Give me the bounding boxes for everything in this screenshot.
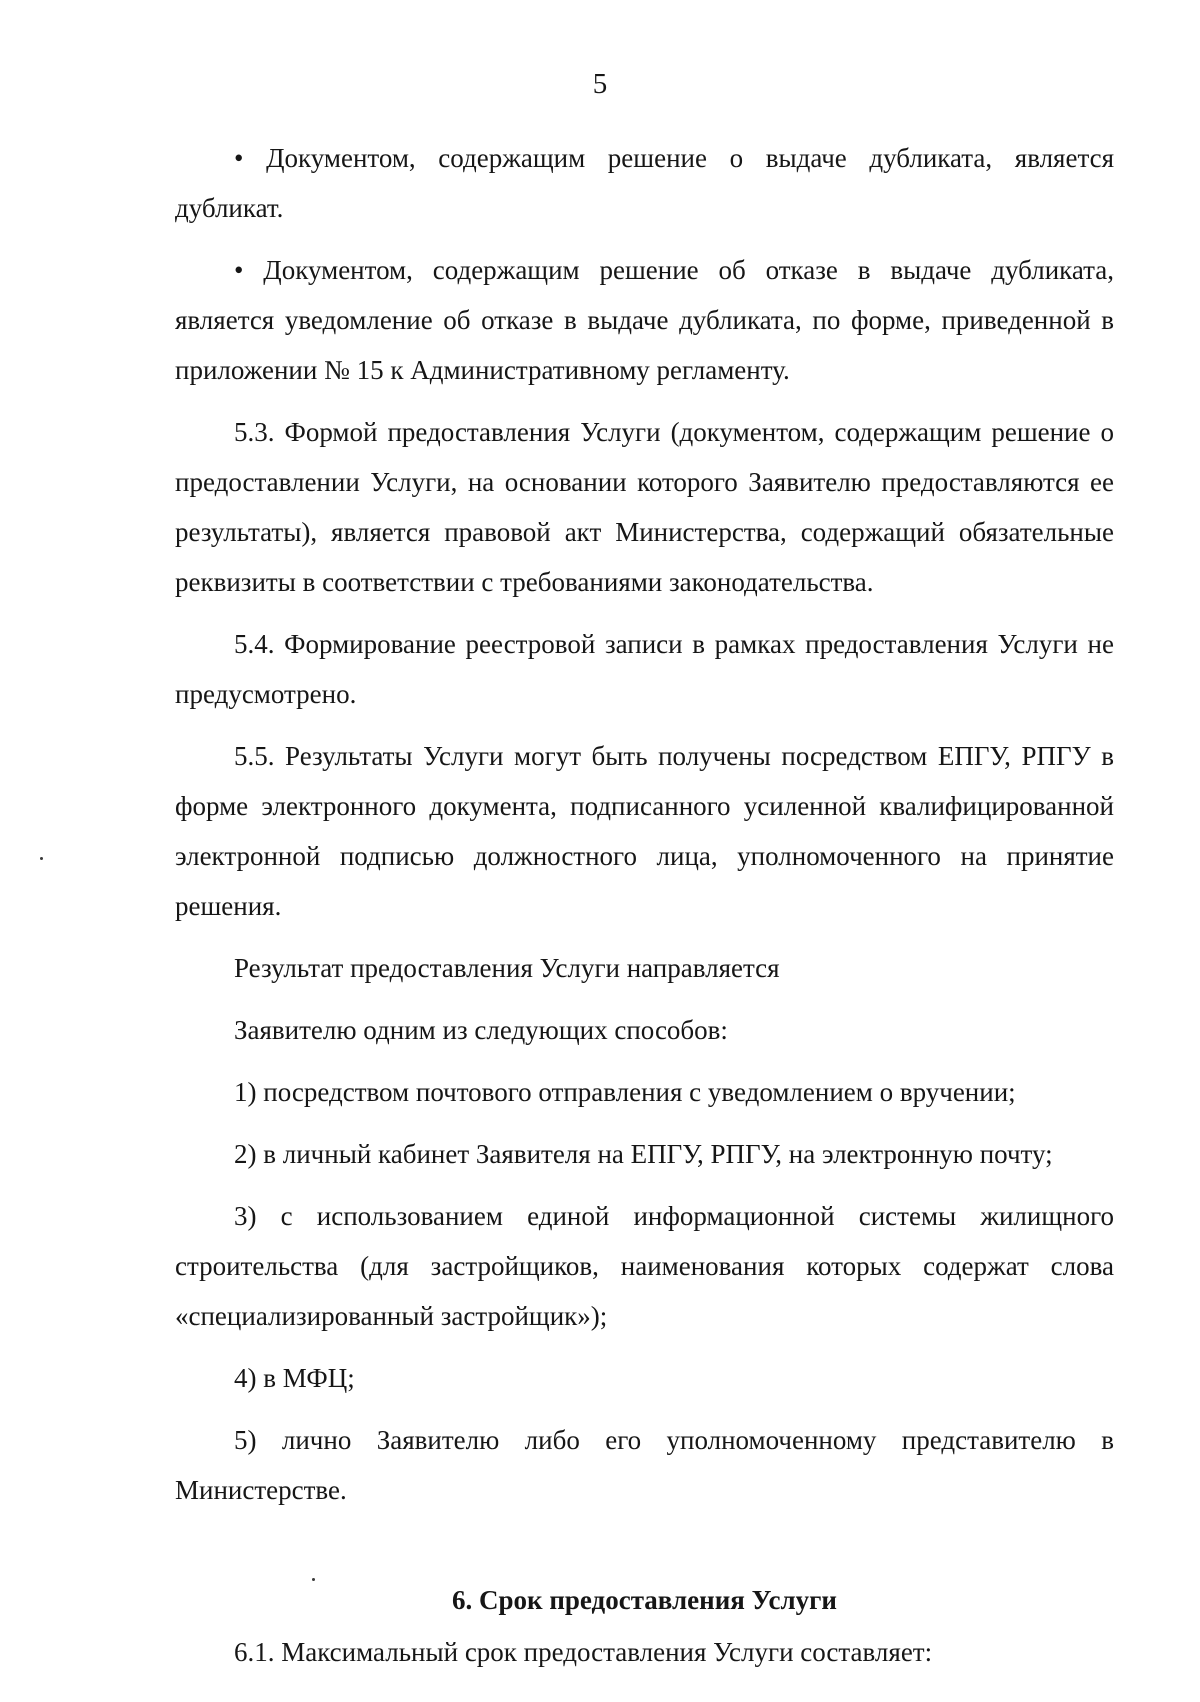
paragraph-result-direction: Результат предоставления Услуги направляется [234,953,780,983]
paragraph-duplicate-decision: • Документом, содержащим решение о выдаче дубликата, является дубликат. [175,143,1114,223]
page-number: 5 [592,68,608,100]
paragraph-5-4: 5.4. Формирование реестровой записи в рамках предоставления Услуги не предусмотрено. [175,629,1114,709]
list-item-method-1: 1) посредством почтового отправления с уведомлением о вручении; [234,1077,1016,1107]
scan-speck [312,1578,315,1581]
paragraph-duplicate-refusal: • Документом, содержащим решение об отказе в выдаче дубликата, является уведомление об отказе в выдаче дубликата, по форме, приведенной в приложении № 15 к Административному регламенту. [175,255,1114,385]
paragraph-methods-intro: Заявителю одним из следующих способов: [234,1015,728,1045]
list-item-method-5: 5) лично Заявителю либо его уполномоченному представителю в Министерстве. [175,1425,1114,1505]
paragraph-6-1: 6.1. Максимальный срок предоставления Услуги составляет: [234,1637,933,1667]
list-item-method-2: 2) в личный кабинет Заявителя на ЕПГУ, РПГУ, на электронную почту; [234,1139,1053,1169]
section-6-heading: 6. Срок предоставления Услуги [452,1585,837,1615]
list-item-method-3: 3) с использованием единой информационной системы жилищного строительства (для застройщиков, наименования которых содержат слова «специализированный застройщик»); [175,1201,1114,1331]
list-item-method-4: 4) в МФЦ; [234,1363,355,1393]
paragraph-5-3: 5.3. Формой предоставления Услуги (документом, содержащим решение о предоставлении Услуги, на основании которого Заявителю предоставляются ее результаты), является правовой акт Министерства, содержащий обязательные реквизиты в соответствии с требованиями законодательства. [175,417,1114,597]
document-body [175,133,1114,1689]
scan-speck [40,857,43,860]
paragraph-5-5: 5.5. Результаты Услуги могут быть получены посредством ЕПГУ, РПГУ в форме электронного документа, подписанного усиленной квалифицированной электронной подписью должностного лица, уполномоченного на принятие решения. [175,741,1114,921]
